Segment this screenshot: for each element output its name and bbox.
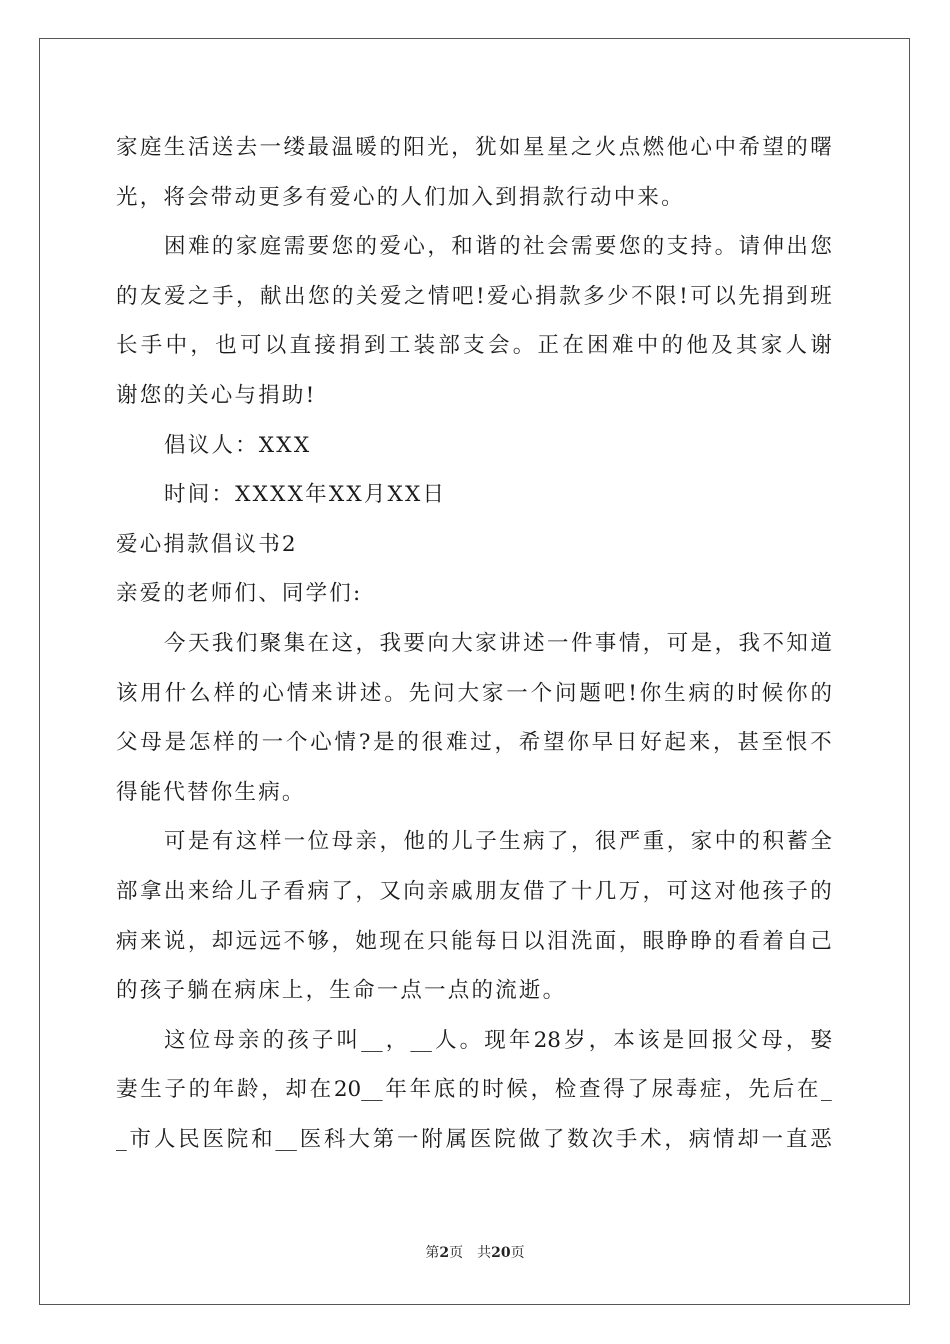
text-line: 谢您的关心与捐助!	[116, 383, 317, 408]
text-line: 这 位 母 亲 的 孩 子 叫 __ ， __ 人 。 现 年 28 岁 ， 本 该 是 回 报 父 母 ， 娶	[164, 1027, 832, 1053]
text-line: 家 庭 生 活 送 去 一 缕 最 温 暖 的 阳 光 ， 犹 如 星 星 之 火 点 燃 他 心 中 希 望 的 曙	[116, 135, 832, 160]
text-line: 时间：XXXX年XX月XX日	[164, 482, 447, 508]
text-line: 可 是 有 这 样 一 位 母 亲 ， 他 的 儿 子 生 病 了 ， 很 严 重 ， 家 中 的 积 蓄 全	[164, 829, 832, 855]
text-line: 光，将会带动更多有爱心的人们加入到捐款行动中来。	[116, 184, 685, 210]
total-pages-number: 20	[491, 1245, 511, 1261]
text-line: 的 友 爱 之 手 ， 献 出 您 的 关 爱 之 情 吧 ! 爱 心 捐 款 多 少 不 限 ! 可 以 先 捐 到 班	[116, 283, 832, 309]
text-line: 部 拿 出 来 给 儿 子 看 病 了 ， 又 向 亲 戚 朋 友 借 了 十 几 万 ， 可 这 对 他 孩 子 的	[116, 879, 832, 904]
footer-middle: 页 共	[449, 1245, 492, 1261]
text-line: _ 市 人 民 医 院 和 __ 医 科 大 第 一 附 属 医 院 做 了 数 次 手 术 ， 病 情 却 一 直 恶	[116, 1127, 832, 1152]
text-line: 得能代替你生病。	[116, 779, 306, 805]
text-line: 妻 生 子 的 年 龄 ， 却 在 20__ 年 年 底 的 时 候 ， 检 查 得 了 尿 毒 症 ， 先 后 在 _	[116, 1077, 832, 1103]
text-line: 病 来 说 ， 却 远 远 不 够 ， 她 现 在 只 能 每 日 以 泪 洗 面 ， 眼 睁 睁 的 看 着 自 己	[116, 928, 832, 954]
text-line: 困 难 的 家 庭 需 要 您 的 爱 心 ， 和 谐 的 社 会 需 要 您 的 支 持 。 请 伸 出 您	[164, 234, 832, 260]
footer-prefix: 第	[425, 1245, 440, 1261]
text-line: 的孩子躺在病床上，生命一点一点的流逝。	[116, 978, 567, 1004]
text-line: 父 母 是 怎 样 的 一 个 心 情 ? 是 的 很 难 过 ， 希 望 你 早 日 好 起 来 ， 甚 至 恨 不	[116, 730, 832, 756]
text-line: 该 用 什 么 样 的 心 情 来 讲 述 。 先 问 大 家 一 个 问 题 吧 ! 你 生 病 的 时 候 你 的	[116, 680, 832, 706]
footer-suffix: 页	[510, 1245, 525, 1261]
text-line: 长 手 中 ， 也 可 以 直 接 捐 到 工 装 部 支 会 。 正 在 困 难 中 的 他 及 其 家 人 谢	[116, 333, 832, 359]
text-line: 爱心捐款倡议书2	[116, 531, 298, 557]
text-line: 倡议人：XXX	[164, 432, 312, 458]
current-page-number: 2	[439, 1245, 450, 1261]
text-line: 今 天 我 们 聚 集 在 这 ， 我 要 向 大 家 讲 述 一 件 事 情 ， 可 是 ， 我 不 知 道	[164, 631, 832, 656]
text-line: 亲爱的老师们、同学们:	[116, 581, 363, 607]
page-footer	[0, 1242, 950, 1262]
